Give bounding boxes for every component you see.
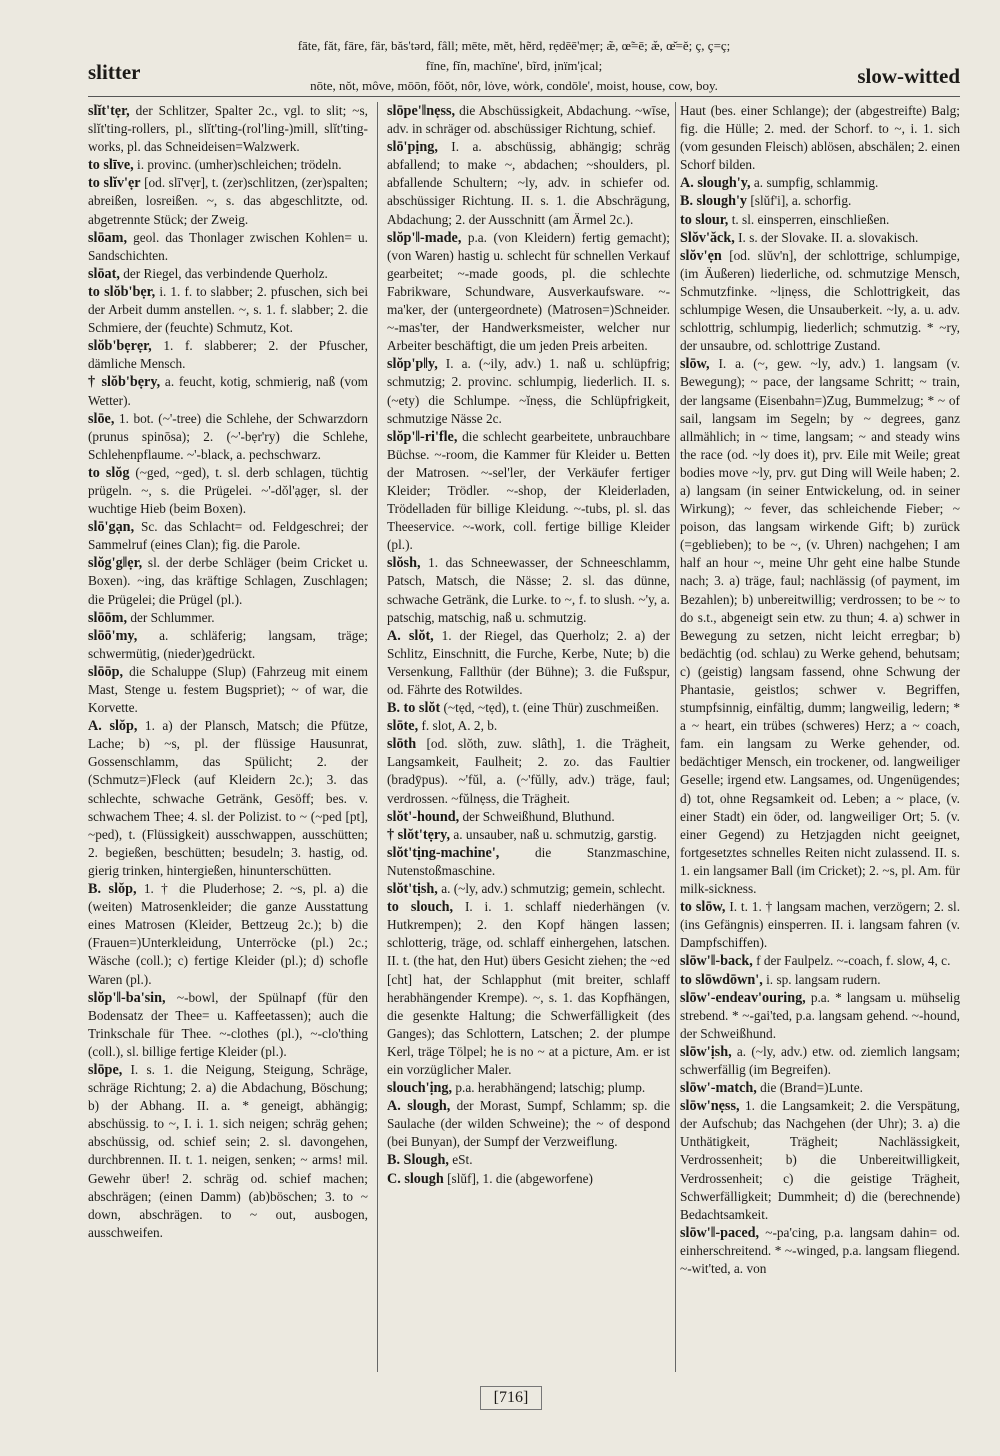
definition: der Riegel, das verbindende Querholz. <box>123 265 328 281</box>
dictionary-entry <box>680 1097 960 1224</box>
definition: 1. a) der Plansch, Matsch; die Pfütze, Lache; b) ~s, pl. der flüssige Hausunrat, Gossenschlamm, das Spülicht; 2. der (Schmutz=)Fleck (auf Kleidern 2c.); 3. das schlechte, schwache Getränk, Gesöff; bes. v. schwachem Thee; 4. sl. der Polizist. to ~ (~ped [pt], ~ped), t. (Flüssigkeit) ausschwappen, ausschütten; 2. begießen, beschütten; besudeln; 3. hastig, od. gierig trinken, hintergießen, hinunterschütten. <box>88 718 368 878</box>
headword: C. slough <box>387 1170 444 1187</box>
pronunciation-key-line: fāte, făt, fāre, fär, băs'tərd, fâll; mēte, mĕt, hẽrd, rẹdēē'mẹr; æ̃, œ̃=ē; æ̆, œ̆=ĕ; ç, ç=ç; <box>297 38 731 53</box>
headword: slŏv'ẹn <box>680 247 722 264</box>
definition: a. (~ly, adv.) schmutzig; gemein, schlecht. <box>441 881 666 897</box>
definition: I. s. der Slovake. II. a. slovakisch. <box>738 229 919 245</box>
dictionary-entry <box>387 428 670 555</box>
headword: slŏsh, <box>387 555 421 572</box>
definition: 1. der Riegel, das Querholz; 2. a) der Schlitz, Einschnitt, die Furche, Kerbe, Nute; b) die Versenkung, Fallthür (der Bühne); 3. die Fußspur, od. Fährte des Rotwildes. <box>387 627 670 697</box>
headword: † slŏt'tẹry, <box>387 826 451 843</box>
dictionary-entry <box>88 554 368 608</box>
definition: I. a. (~, gew. ~ly, adv.) 1. langsam (v. Bewegung); ~ pace, der langsame Schritt; ~ train, der langsame (Eisenbahn=)Zug, Bummelzug; * ~ of sail, langsam im Segeln; by ~ degrees, ganz allmählich; in ~ time, langsam; ~ and steady wins the race (od. ~ly does it), prv. Eile mit Weile; great bodies move ~ly, prv. gut Ding will Weile haben; 2. a) langsam (in seiner Entwickelung, od. in seiner Wirkung); ~ fever, das schleichende Fieber; ~ poison, das langsam wirkende Gift; b) zurück (=geblieben); to be ~, (v. Uhren) nachgehen; I am half an hour ~, meine Uhr geht eine halbe Stunde nach; 3. a) träge, faul; nachlässig (of payment, im Bezahlen); b) unbereitwillig; verdrossen; to be ~ to do s.t., abgeneigt sein etw. zu thun; 4. a) schwer in Bewegung zu setzen, nicht leicht erregbar; b) bedächtig (od. schlau) zu Werke gehend, behutsam; c) (geistig) langsam fassend, ohne Schwung der Phantasie, geistlos; schwer v. Begriffen, stumpfsinnig, einfältig, dumm; langweilig, ledern; * a ~ heart, ein trübes (schweres) Herz; a ~ coach, fam. ein langsam zu Werke gehender, od. bedächtiger Mensch, ein trockener, od. langweiliger Geselle; irgend etw. Langsames, od. Ungenügendes; d) tot, ohne Regsamkeit od. Leben; a ~ place, (v. einer Stadt) ein öder, od. langweiliger Ort; 5. (v. einer Gegend) zu Hetzjagden nicht geeignet, fortgesetztes schnelles Reiten nicht zulassend. II. s. 1. ein langsamer Ball (im Cricket); 2. ~s, pl. Am. für milk-sickness. <box>680 356 960 897</box>
guide-word-right: slow-witted <box>857 64 960 88</box>
headword: Slŏv'ăck, <box>680 229 735 246</box>
headword: slŏt'tịng-machine', <box>387 844 500 861</box>
headword: slōw'‖-paced, <box>680 1224 760 1241</box>
definition: a. unsauber, naß u. schmutzig, garstig. <box>453 826 657 842</box>
dictionary-entry <box>680 971 960 989</box>
column-divider <box>377 102 378 1372</box>
dictionary-entry <box>387 554 670 626</box>
definition: a. (~ly, adv.) etw. od. ziemlich langsam; schwerfällig (im Begreifen). <box>680 1043 960 1077</box>
headword: † slŏb'bẹry, <box>88 374 161 391</box>
definition: 1. die Langsamkeit; 2. die Verspätung, der Aufschub; das Nachgehen (der Uhr); 3. a) die Unthätigkeit, Trägheit; Nachlässigkeit, Verdrossenheit; b) die Unbereitwilligkeit, Verdrossenheit; c) die geistige Trägheit, Schwerfälligkeit; Dummheit; d) die (berechnende) Bedachtsamkeit. <box>680 1098 960 1222</box>
column-divider <box>675 102 676 1372</box>
page-number: [716] <box>480 1386 542 1410</box>
dictionary-entry <box>680 247 960 356</box>
definition: I. i. 1. schlaff niederhängen (v. Hutkrempen); 2. den Kopf hängen lassen; schlotterig, träge, od. schlaff einhergehen, latschen. II. t. (the hat, den Hut) übers Gesicht ziehen; the ~ed [cht] hat, der Schlapphut (mit breiter, schlaff herabhängender Krempe). ~, s. 1. das Kopfhängen, die gesenkte Haltung; die Schwerfälligkeit (des Ganges); das Schlottern, Latschen; 2. der plumpe Kerl, träge Tölpel; he is no ~ at a picture, Am. er ist ein vorzüglicher Maler. <box>387 899 670 1077</box>
dictionary-column-3 <box>680 102 960 1376</box>
headword: slōat, <box>88 265 120 282</box>
dictionary-entry <box>88 410 368 464</box>
dictionary-entry <box>88 609 368 627</box>
dictionary-entry <box>88 464 368 518</box>
headword: slouch'ịng, <box>387 1080 453 1097</box>
headword: A. slŏp, <box>88 718 138 735</box>
definition: (~tẹd, ~tẹd), t. (eine Thür) zuschmeißen. <box>443 700 659 716</box>
dictionary-entry <box>387 1079 670 1097</box>
headword: slōw'-match, <box>680 1080 757 1097</box>
headword: B. slŏp, <box>88 881 137 898</box>
definition: [slŭf'i], a. schorfig. <box>750 193 852 209</box>
dictionary-entry <box>680 355 960 898</box>
headword: slŏt'-hound, <box>387 808 460 825</box>
definition: die Schaluppe (Slup) (Fahrzeug mit einem Mast, Stenge u. festem Bugspriet); ~ of war, die Korvette. <box>88 663 368 716</box>
definition: der Schlitzer, Spalter 2c., vgl. to slit; ~s, slĭt'ting-rollers, pl., slĭt'ting-(rol'ling-)mill, slĭt'ting-works, pl. das Schneideisen=Walzwerk. <box>88 103 368 155</box>
definition: i. provinc. (umher)schleichen; trödeln. <box>137 157 342 173</box>
dictionary-entry <box>680 898 960 952</box>
dictionary-entry <box>387 1170 670 1188</box>
dictionary-entry <box>387 138 670 228</box>
headword: slŏp'‖-ri'fle, <box>387 428 458 445</box>
definition: 1. † die Pluderhose; 2. ~s, pl. a) die (weiten) Matrosenkleider; die ganze Ausstattung eines Matrosen (Kleider, Bettzeug 2c.); b) die (Frauen=)Unterkleidung, Unterröcke (pl.) 2c.; Wäsche (coll.); c) fertige Kleider (pl.); d) schofle Waren (pl.). <box>88 881 368 987</box>
dictionary-entry <box>88 663 368 717</box>
definition: sl. der derbe Schläger (beim Cricket u. Boxen). ~ing, das kräftige Schlagen, Zuschlagen; die Prügelei; die Prügel (pl.). <box>88 555 368 607</box>
definition: die Abschüssigkeit, Abdachung. ~wīse, adv. in schräger od. abschüssiger Richtung, schief. <box>387 103 670 137</box>
pronunciation-key <box>238 36 790 96</box>
headword: slĭt'tẹr, <box>88 103 130 119</box>
dictionary-entry <box>88 373 368 409</box>
definition: 1. das Schneewasser, der Schneeschlamm, Patsch, Matsch, die Nässe; 2. sl. das dünne, schwache Getränk, die Lurke. to ~, f. to slush. ~'y, a. patschig, matschig, naß u. schmutzig. <box>387 555 670 625</box>
definition: a. sumpfig, schlammig. <box>753 175 879 191</box>
dictionary-entry <box>680 174 960 192</box>
dictionary-entry <box>88 717 368 880</box>
definition: a. feucht, kotig, schmierig, naß (vom Wetter). <box>88 374 368 408</box>
dictionary-entry <box>88 518 368 554</box>
dictionary-entry <box>387 1151 670 1169</box>
headword: slōō'my, <box>88 627 138 644</box>
definition: Sc. das Schlacht= od. Feldgeschrei; der Sammelruf (eines Clan); fig. die Parole. <box>88 519 368 553</box>
headword: to slŏg <box>88 464 130 481</box>
definition: die schlecht gearbeitete, unbrauchbare Büchse. ~-room, die Kammer für Kleider u. Betten der Matrosen. ~-sel'ler, der Verkäufer fertiger Kleider; Trödler. ~-shop, der Kleiderladen, Trödelladen für billige Kleidung. ~-tubs, pl. sl. das Theeservice. ~-work, coll. fertige billige Kleider (pl.). <box>387 428 670 553</box>
definition: i. 1. f. to slabber; 2. pfuschen, sich bei der Arbeit dumm anstellen. ~, s. 1. f. slabber; 2. die Schmiere, der (feuchte) Schmutz, Kot. <box>88 283 368 336</box>
headword: A. slŏt, <box>387 627 434 644</box>
headword: to slōw, <box>680 899 726 916</box>
definition: [od. slŏth, zuw. slâth], 1. die Trägheit, Langsamkeit, Faulheit; 2. zo. das Faultier (bradȳpus). ~'fŭl, a. (~'fŭlly, adv.) träge, faul; verdrossen. ~fŭlnẹss, die Trägheit. <box>387 736 670 806</box>
headword: slōpe, <box>88 1061 123 1078</box>
dictionary-entry <box>88 880 368 989</box>
dictionary-column-1 <box>88 102 368 1376</box>
headword: slōōm, <box>88 609 128 626</box>
dictionary-entry <box>88 989 368 1061</box>
headword: slōw, <box>680 356 710 373</box>
definition: t. sl. einsperren, einschließen. <box>731 211 890 227</box>
dictionary-entry <box>387 627 670 699</box>
definition: der Morast, Sumpf, Schlamm; sp. die Saulache (der wilden Schweine); the ~ of despond (bei Bunyan), der Sumpf der Verzweiflung. <box>387 1098 670 1150</box>
dictionary-entry <box>387 844 670 880</box>
dictionary-entry <box>387 1097 670 1151</box>
definition: a. schläferig; langsam, träge; schwermütig, (nieder)gedrückt. <box>88 627 368 661</box>
headword: slōpe'‖nẹss, <box>387 103 456 119</box>
definition: p.a. * langsam u. mühselig strebend. * ~-gai'ted, p.a. langsam gehend. ~-hound, der Schweißhund. <box>680 989 960 1041</box>
definition: [od. slī'vẹr], t. (zer)schlitzen, (zer)spalten; abreißen, losreißen. ~, s. das abgeschlitzte, od. abgetrennte Stück; der Zweig. <box>88 175 368 227</box>
dictionary-entry <box>88 174 368 228</box>
dictionary-entry <box>88 627 368 663</box>
headword: A. slough, <box>387 1098 451 1115</box>
dictionary-entry <box>680 952 960 970</box>
definition: die Stanzmaschine, Nutenstoßmaschine. <box>387 844 670 878</box>
definition: p.a. herabhängend; latschig; plump. <box>455 1080 646 1096</box>
header-rule <box>88 96 960 97</box>
definition: 1. f. slabberer; 2. der Pfuscher, dämliche Mensch. <box>88 338 368 372</box>
dictionary-entry <box>680 229 960 247</box>
definition: 1. bot. (~'-tree) die Schlehe, der Schwarzdorn (prunus spinōsa); 2. (~'-bẹr'ry) die Schlehe, Schlehenpflaume. ~'-black, a. pechschwarz. <box>88 410 368 462</box>
headword: B. Slough, <box>387 1152 449 1169</box>
definition: [slŭf], 1. die (abgeworfene) <box>447 1170 593 1186</box>
dictionary-entry <box>680 989 960 1043</box>
headword: slŏp'‖-ba'sin, <box>88 989 166 1006</box>
headword: to slĭv'ẹr <box>88 175 141 192</box>
dictionary-entry <box>387 229 670 356</box>
headword: slō'gạn, <box>88 519 135 536</box>
dictionary-entry <box>88 229 368 265</box>
headword: slōam, <box>88 229 128 246</box>
dictionary-entry <box>680 1224 960 1278</box>
guide-word-left: slitter <box>88 60 141 84</box>
dictionary-column-2 <box>387 102 670 1376</box>
dictionary-entry <box>680 102 960 174</box>
dictionary-entry <box>387 735 670 807</box>
headword: slōth <box>387 736 417 753</box>
dictionary-entry <box>387 102 670 138</box>
dictionary-entry <box>387 826 670 844</box>
headword: to slōwdōwn', <box>680 971 763 988</box>
headword: slŏb'bẹrẹr, <box>88 338 152 355</box>
definition: geol. das Thonlager zwischen Kohlen= u. Sandschichten. <box>88 229 368 263</box>
headword: slōte, <box>387 718 419 735</box>
headword: slŏp'‖-made, <box>387 229 462 246</box>
definition: ~-pa'cing, p.a. langsam dahin= od. einherschreitend. * ~-winged, p.a. langsam fliegend. ~-wit'ted, a. von <box>680 1224 960 1276</box>
definition: p.a. (von Kleidern) fertig gemacht); (von Waren) hastig u. schlecht für schnellen Verkauf gearbeitet; ~-made goods, pl. die schlechte Fabrikware, Schundware, Ausverkaufsware. ~-ma'ker, der (untergeordnete) (Matrosen=)Schneider. ~-mas'ter, der Handwerksmeister, welcher nur Arbeiter beschäftigt, die um jeden Preis arbeiten. <box>387 229 670 354</box>
definition: f. slot, A. 2, b. <box>421 718 498 734</box>
definition: Haut (bes. einer Schlange); der (abgestreifte) Balg; fig. die Hülle; 2. med. der Schorf. to ~, i. 1. sich (vom gesunden Fleisch) ablösen, abschälen; 2. einen Schorf bilden. <box>680 103 960 173</box>
definition: (~ged, ~ged), t. sl. derb schlagen, tüchtig prügeln. ~, s. die Prügelei. ~'-dŏl'ạgẹr, sl. der wuchtige Hieb (beim Boxen). <box>88 464 368 517</box>
dictionary-entry <box>680 211 960 229</box>
headword: slōe, <box>88 410 115 427</box>
definition: der Schlummer. <box>130 609 215 625</box>
headword: to slīve, <box>88 157 134 174</box>
definition: I. s. 1. die Neigung, Steigung, Schräge, schräge Richtung; 2. a) die Abdachung, Böschung; b) der Abhang. II. a. * geneigt, abhängig; abschüssig. to ~, I. i. 1. sich neigen; schräg gehen; abschüssig, od. schief sein; 2. sl. davongehen, durchbrennen. II. t. 1. neigen, senken; ~ arms! mil. Gewehr über! 2. schräg od. schief machen; abschrägen; (einen Damm) (ab)böschen; 3. to ~ down, abschrägen. to ~ out, ausbogen, ausschweifen. <box>88 1061 368 1240</box>
dictionary-entry <box>88 265 368 283</box>
definition: I. t. 1. † langsam machen, verzögern; 2. sl. (ins Gefängnis) einsperren. II. i. langsam fahren (v. Dampfschiffen). <box>680 899 960 951</box>
page-header <box>88 36 960 102</box>
dictionary-entry <box>387 808 670 826</box>
dictionary-entry <box>387 898 670 1079</box>
headword: slō'pịng, <box>387 139 438 156</box>
definition: der Schweißhund, Bluthund. <box>462 808 615 824</box>
pronunciation-key-line: fīne, fĭn, machïne', bĩrd, ịnïm'ịcal; <box>425 58 603 73</box>
dictionary-entry <box>680 1079 960 1097</box>
dictionary-entry <box>387 880 670 898</box>
definition: ~-bowl, der Spülnapf (für den Bodensatz der Thee= u. Kaffeetassen); auch die Trinkschale für Thee. ~-clothes (pl.), ~-clo'thing (coll.), sl. billige fertige Kleider (pl.). <box>88 989 368 1059</box>
dictionary-entry <box>680 192 960 210</box>
definition: eSt. <box>452 1152 473 1168</box>
dictionary-entry <box>88 337 368 373</box>
headword: B. to slŏt <box>387 700 441 717</box>
headword: to slouch, <box>387 899 454 916</box>
dictionary-entry <box>680 1043 960 1079</box>
definition: [od. slŭv'n], der schlottrige, schlumpige, (im Äußeren) liederliche, od. schmutzige Mensch, Schmutzfinke. ~lịnẹss, die Schlottrigkeit, das schlumpige Wesen, die Unsauberkeit. ~ly, a. u. adv. schlottrig, schlumpig, liederlich; schmutzig. * ~ry, der unsaubre, od. schlottrige Zustand. <box>680 247 960 354</box>
definition: die (Brand=)Lunte. <box>760 1080 863 1096</box>
dictionary-entry <box>88 156 368 174</box>
headword: slŏp'p‖y, <box>387 356 438 373</box>
pronunciation-key-line: nōte, nŏt, môve, mōōn, fŏŏt, nôr, lȯve, wȯrk, condōle', moist, house, cow, boy. <box>310 78 718 93</box>
headword: slōōp, <box>88 663 124 680</box>
definition: I. a. (~ily, adv.) 1. naß u. schlüpfrig; schmutzig; 2. provinc. schlumpig, liederlich. II. s. (~ety) die Schlumpe. ~ĭnẹss, die Schlüpfrigkeit, schmutzige Nässe 2c. <box>387 356 670 426</box>
headword: B. slough'y <box>680 193 748 210</box>
definition: i. sp. langsam rudern. <box>766 971 881 987</box>
headword: slŏg'g‖ẹr, <box>88 555 143 572</box>
headword: slōw'ịsh, <box>680 1043 732 1060</box>
headword: slōw'‖-back, <box>680 953 753 970</box>
headword: A. slough'y, <box>680 175 751 192</box>
definition: I. a. abschüssig, abhängig; schräg abfallend; to make ~, abdachen; ~shoulders, pl. abfallende Schultern; ~ly, adv. in schiefer od. abschüssiger Richtung. II. s. 1. die Abschrägung, Abdachung; 2. der Ausschnitt (am Ärmel 2c.). <box>387 139 670 227</box>
headword: slōw'nẹss, <box>680 1098 740 1115</box>
dictionary-entry <box>88 283 368 337</box>
headword: slōw'-endeav'ouring, <box>680 989 806 1006</box>
dictionary-entry <box>387 699 670 717</box>
dictionary-entry <box>88 102 368 156</box>
headword: slŏt'tịsh, <box>387 881 438 898</box>
headword: to slour, <box>680 211 729 228</box>
dictionary-entry <box>387 717 670 735</box>
headword: to slŏb'bẹr, <box>88 283 156 300</box>
dictionary-entry <box>88 1061 368 1242</box>
definition: f der Faulpelz. ~-coach, f. slow, 4, c. <box>756 953 951 969</box>
dictionary-entry <box>387 355 670 427</box>
